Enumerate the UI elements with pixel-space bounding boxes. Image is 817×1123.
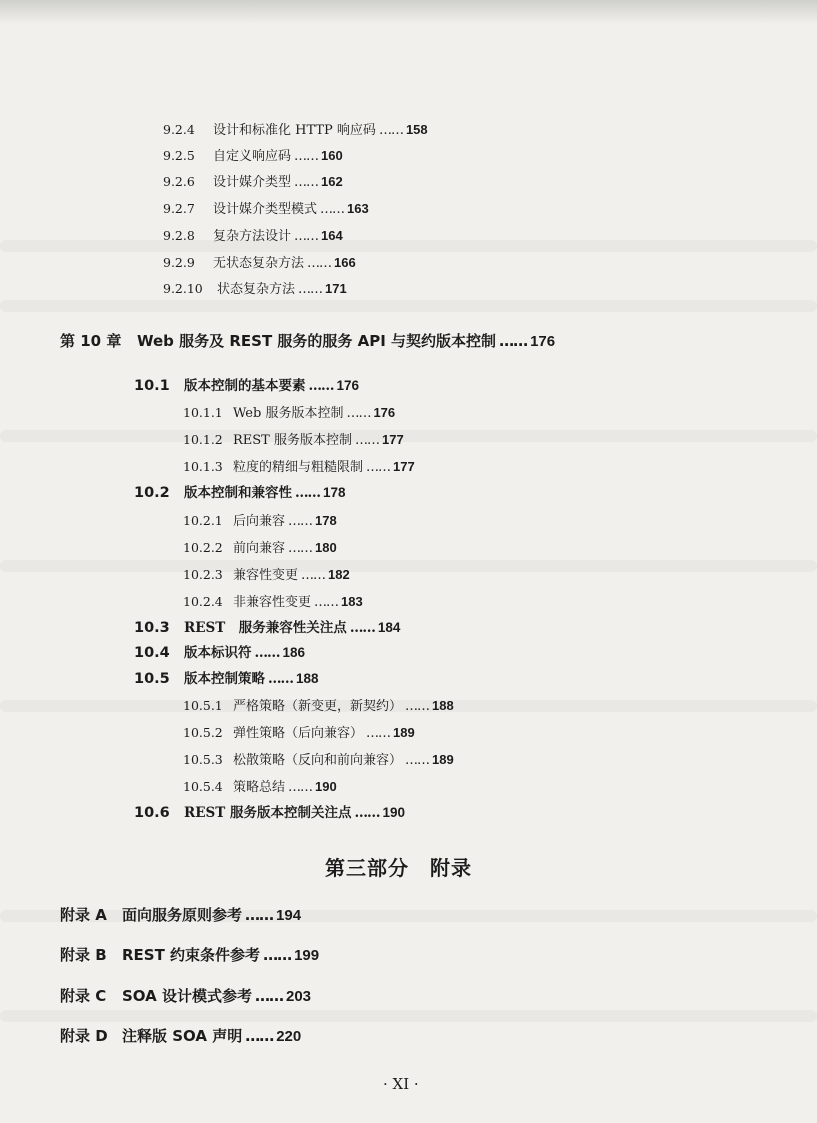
section-number: 10.6 [134,805,170,821]
section-number: 10.5 [134,671,170,687]
section-title: REST 服务版本控制关注点 [184,805,352,821]
leader-dots: …… [288,541,313,556]
section-number: 10.1 [134,378,170,394]
page-number: 189 [432,752,454,767]
leader-dots: …… [354,805,380,821]
page-number: 177 [382,432,404,447]
page-number: 203 [285,988,312,1005]
entry-number: 10.1.2 [183,432,223,447]
page-number: 178 [315,513,337,528]
appendix-label: 附录 C [60,987,107,1005]
entry-title: 状态复杂方法 [217,282,296,297]
entry-title: 复杂方法设计 [213,229,292,244]
part-title: 第三部分 附录 [325,856,472,880]
toc-entry[interactable] [163,280,347,299]
page-number: 184 [377,620,401,635]
entry-number: 9.2.6 [163,174,195,189]
leader-dots: …… [355,433,379,448]
toc-entry[interactable] [163,147,343,166]
toc-entry[interactable] [183,724,415,743]
page-number: 176 [373,405,396,420]
entry-number: 9.2.4 [163,122,195,137]
leader-dots: …… [307,256,332,271]
page-number: 176 [336,378,360,393]
toc-entry[interactable] [183,431,404,450]
section-number: 10.2 [134,485,170,501]
page-number: 188 [296,671,319,686]
leader-dots: …… [378,123,403,138]
entry-number: 10.5.3 [183,752,223,767]
page-footer-number: · XI · [383,1075,419,1093]
page-number: 166 [334,255,356,270]
entry-title: 自定义响应码 [213,149,292,164]
page-number: 171 [325,281,347,296]
toc-entry[interactable] [183,539,337,558]
page-number: 158 [405,122,428,137]
leader-dots: …… [366,726,391,741]
entry-number: 10.1.3 [183,459,223,474]
toc-entry[interactable] [183,566,350,585]
page-number: 183 [341,594,363,609]
entry-number: 10.5.2 [183,725,223,740]
leader-dots: …… [254,645,280,661]
toc-section-entry[interactable] [134,644,305,662]
page-number: 180 [315,540,337,555]
toc-section-entry[interactable] [134,670,319,688]
entry-number: 9.2.10 [163,281,203,296]
entry-title: 非兼容性变更 [233,595,312,610]
toc-appendix-entry[interactable] [60,987,311,1006]
entry-title: 粒度的精细与粗糙限制 [233,460,364,475]
appendix-label: 附录 D [60,1027,108,1045]
leader-dots: …… [263,946,292,964]
appendix-title: REST 约束条件参考 [122,946,261,964]
leader-dots: …… [245,1027,274,1045]
toc-section-entry[interactable] [134,484,346,502]
page-number: 220 [276,1028,302,1045]
leader-dots: …… [294,175,319,190]
leader-dots: …… [294,229,319,244]
leader-dots: …… [268,671,293,687]
section-number: 10.4 [134,645,170,661]
appendix-label: 附录 B [60,946,107,964]
page-number: 194 [276,907,302,924]
toc-entry[interactable] [183,593,363,612]
leader-dots: …… [349,620,375,636]
appendix-title: 注释版 SOA 声明 [122,1027,243,1045]
leader-dots: …… [245,906,274,924]
leader-dots: …… [294,149,319,164]
appendix-label: 附录 A [60,906,107,924]
leader-dots: …… [288,780,313,795]
entry-title: 严格策略（新变更，新契约） [233,699,403,714]
entry-number: 9.2.8 [163,228,195,243]
page-number: 189 [393,725,415,740]
page-number: 190 [382,805,406,820]
entry-number: 10.2.1 [183,513,223,528]
leader-dots: …… [405,699,430,714]
page-number: 177 [393,459,415,474]
appendix-title: SOA 设计模式参考 [122,987,252,1005]
leader-dots: …… [320,202,345,217]
entry-title: 设计媒介类型模式 [213,202,318,217]
page-number: 190 [315,779,337,794]
entry-title: 设计媒介类型 [213,175,292,190]
leader-dots: …… [295,485,320,501]
toc-entry[interactable] [183,751,454,770]
entry-title: 策略总结 [233,780,286,795]
toc-section-entry[interactable] [134,619,400,637]
toc-appendix-entry[interactable] [60,906,301,925]
leader-dots: …… [298,282,323,297]
entry-number: 10.2.4 [183,594,223,609]
page-number: 163 [347,201,369,216]
leader-dots: …… [366,460,391,475]
toc-entry[interactable] [183,458,415,477]
entry-title: REST 服务版本控制 [233,433,352,448]
entry-number: 10.1.1 [183,405,223,420]
toc-entry[interactable] [163,254,356,273]
entry-title: 后向兼容 [233,514,286,529]
page-number: 182 [328,567,350,582]
toc-entry[interactable] [163,173,343,192]
toc-entry[interactable] [183,512,337,531]
section-title: 版本控制策略 [184,671,265,687]
leader-dots: …… [346,406,371,421]
page-number: 176 [530,333,556,350]
appendix-title: 面向服务原则参考 [122,906,243,924]
toc-chapter-entry[interactable] [60,332,555,351]
page-number: 160 [321,148,343,163]
section-title: 版本标识符 [184,645,252,661]
page-number: 188 [432,698,454,713]
leader-dots: …… [301,568,326,583]
entry-title: Web 服务版本控制 [233,406,344,421]
toc-section-entry[interactable] [134,804,405,822]
toc-entry[interactable] [183,778,337,797]
toc-appendix-entry[interactable] [60,1027,301,1046]
toc-entry[interactable] [183,404,395,423]
page-number: 186 [282,645,306,660]
entry-number: 10.5.4 [183,779,223,794]
entry-title: 弹性策略（后向兼容） [233,726,364,741]
leader-dots: …… [308,378,334,394]
entry-number: 10.2.2 [183,540,223,555]
entry-title: 前向兼容 [233,541,286,556]
leader-dots: …… [405,753,430,768]
entry-number: 10.5.1 [183,698,223,713]
toc-entry[interactable] [163,121,428,140]
entry-title: 设计和标准化 HTTP 响应码 [213,123,376,138]
page-number: 164 [321,228,343,243]
page-number: 178 [323,485,346,500]
section-title: 版本控制的基本要素 [184,378,306,394]
entry-number: 9.2.5 [163,148,195,163]
page-number: 199 [294,947,320,964]
toc-entry[interactable] [183,697,454,716]
toc-section-entry[interactable] [134,377,359,395]
chapter-title: Web 服务及 REST 服务的服务 API 与契约版本控制 [137,332,497,350]
entry-title: 兼容性变更 [233,568,299,583]
leader-dots: …… [254,987,283,1005]
toc-entry[interactable] [163,200,369,219]
section-title: 版本控制和兼容性 [184,485,292,501]
chapter-number: 第 10 章 [60,332,122,350]
toc-appendix-entry[interactable] [60,946,319,965]
entry-number: 10.2.3 [183,567,223,582]
leader-dots: …… [499,332,528,350]
leader-dots: …… [288,514,313,529]
entry-title: 松散策略（反向和前向兼容） [233,753,403,768]
section-number: 10.3 [134,620,170,636]
entry-number: 9.2.7 [163,201,195,216]
section-title: REST 服务兼容性关注点 [184,620,347,636]
leader-dots: …… [314,595,339,610]
toc-entry[interactable] [163,227,343,246]
entry-title: 无状态复杂方法 [213,256,305,271]
entry-number: 9.2.9 [163,255,195,270]
page-number: 162 [321,174,343,189]
